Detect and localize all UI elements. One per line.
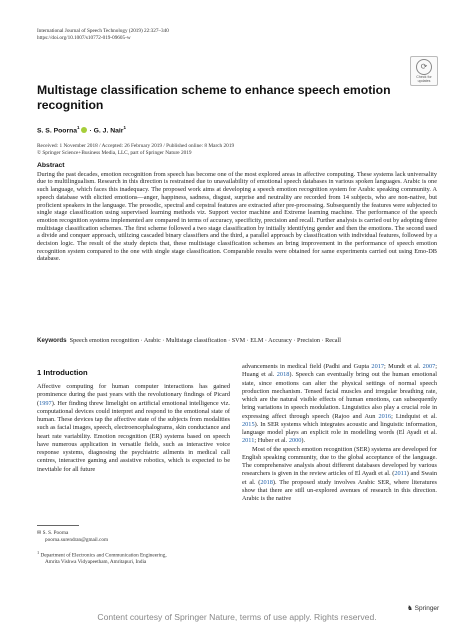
author-name[interactable]: S. S. Poorna bbox=[37, 127, 78, 135]
author-name[interactable]: G. J. Nair bbox=[93, 127, 124, 135]
body-text: advancements in medical field (Padhi and Gupta bbox=[242, 363, 372, 370]
footnote-author-name: S. S. Poorna bbox=[42, 530, 69, 536]
publisher-name: Springer bbox=[414, 605, 440, 612]
citation-link[interactable]: 2017 bbox=[371, 363, 385, 370]
affiliation-sup: 1 bbox=[37, 550, 40, 555]
author-list bbox=[37, 125, 126, 134]
footnote-divider bbox=[37, 525, 79, 526]
publisher-logo bbox=[407, 604, 439, 612]
body-text: ; Huber et al. bbox=[254, 437, 289, 445]
copyright-line: © Springer Science+Business Media, LLC, part of Springer Nature 2019 bbox=[37, 150, 192, 156]
email-icon: ✉ bbox=[37, 530, 42, 536]
author-separator: · bbox=[87, 127, 94, 135]
author-email-link[interactable]: poorna.surendran@gmail.com bbox=[45, 536, 108, 543]
publication-dates bbox=[37, 143, 234, 157]
paragraph bbox=[242, 446, 437, 504]
springer-horse-icon: ♞ bbox=[407, 604, 413, 612]
abstract-section bbox=[37, 162, 437, 263]
paragraph bbox=[242, 363, 437, 446]
body-text: Most of the speech emotion recognition (SER) systems are developed for English speaking community, due to the global acceptance of the language. The comprehensive analysis about different databases developed by various researchers is given in the review articles of El Ayadi et al. ( bbox=[242, 445, 437, 478]
citation-link[interactable]: 2011 bbox=[242, 437, 255, 445]
keywords-label: Keywords bbox=[37, 337, 67, 344]
body-text: ; Lindquist et al. bbox=[391, 412, 437, 420]
abstract-heading: Abstract bbox=[37, 162, 65, 169]
abstract-text: During the past decades, emotion recognition from speech has become one of the most explored areas in affective computing. These systems lack universality due to multilingualism. Research in this direction is restrained due to unavailability of emotional speech databases in various spoken languages. Arabic is one such language, which faces this inadequacy. The proposed work aims at developing a speech emotion recognition system for Arabic speaking community. A speech database with elicited emotions—anger, happiness, sadness, disgust, surprise and neutrality are recorded from 14 subjects, who are non-native, but proficient speakers in the language. The prosodic, spectral and cepstral features are extracted after pre-processing. Subsequently the features were subjected to single stage classification using supervised learning methods viz. Support vector machine and Extreme learning machine. The performance of the speech emotion recognition systems implemented are compared in terms of accuracy, specificity, precision and recall. Further analysis is carried out by adopting three multistage classification schemes. The first scheme followed a two stage classification by initially identifying gender and then the emotions. The second used a divide and conquer approach, utilizing cascaded binary classifiers and the third, a parallel approach by classification with individual features, followed by a decision logic. The result of the study depicts that, these multistage classification schemes an bring improvement in the performance of speech emotion recognition system compared to the one with single stage classification. Comparable results were obtained for same experiments carried out using Emo-DB database. bbox=[37, 170, 437, 263]
affiliation-footnote bbox=[37, 550, 167, 566]
check-for-updates-badge[interactable] bbox=[410, 56, 438, 86]
body-text: ; Huang et al. bbox=[242, 363, 437, 379]
corresponding-author-footnote bbox=[37, 530, 108, 543]
affiliation-line-2: Amrita Vishwa Vidyapeetham, Amritapuri, India bbox=[45, 559, 147, 566]
citation-link[interactable]: 1997 bbox=[39, 399, 52, 407]
keywords-text: Speech emotion recognition · Arabic · Multistage classification · SVM · ELM · Accuracy · Precision · Recall bbox=[69, 337, 341, 344]
body-text: ) and Swain et al. ( bbox=[242, 470, 437, 486]
body-text: ). In SER systems which integrates acoustic and linguistic information, language model plays an explicit role in modelling words (El Ayadi et al. bbox=[242, 420, 437, 436]
body-text: ). Her finding threw limelight on artificial emotional intelligence viz. computational devices could interpret and respond to the emotional state of human. These devices tap the affective state of the subjects from modalities such as facial images, speech, electroencephalograms, skin conductance and heart rate variability. Emotion recognition (ER) systems based on speech have numerous application in versatile fields, such as interactive voice response systems, diagnosing the psychiatric ailments in medical call centres, interactive gaming and assistive robotics, which is expected to be inevitable for all future bbox=[37, 399, 230, 473]
section-heading-introduction: 1 Introduction bbox=[37, 368, 88, 377]
orcid-icon[interactable] bbox=[81, 127, 87, 133]
citation-link[interactable]: 2015 bbox=[242, 420, 255, 428]
citation-link[interactable]: 2007 bbox=[422, 363, 436, 370]
keywords-section bbox=[37, 337, 437, 345]
paragraph bbox=[37, 383, 230, 474]
body-text: ). The proposed study involves Arabic SER, where literatures show that there are still un-explored avenues of research in this direction. Arabic is the native bbox=[242, 478, 437, 502]
affiliation-line-1: Department of Electronics and Communication Engineering, bbox=[40, 552, 167, 559]
journal-line: International Journal of Speech Technology (2019) 22:327–340 bbox=[37, 28, 169, 34]
author-affiliation-sup: 1 bbox=[123, 125, 126, 130]
received-dates: Received: 1 November 2018 / Accepted: 26 February 2019 / Published online: 8 March 2019 bbox=[37, 143, 235, 149]
body-text: ). bbox=[301, 437, 306, 445]
left-column bbox=[37, 383, 230, 474]
badge-label-2: updates bbox=[417, 79, 431, 83]
citation-link[interactable]: 2000 bbox=[288, 437, 302, 445]
check-updates-icon: ⟳ bbox=[416, 59, 432, 75]
right-column bbox=[242, 363, 437, 503]
doi-link[interactable]: https://doi.org/10.1007/s10772-019-09605-w bbox=[37, 35, 131, 41]
body-text: Affective computing for human computer interactions has gained prominence during the past years with the revolutionary findings of Picard ( bbox=[37, 383, 230, 407]
badge-label-1: Check for bbox=[416, 75, 432, 79]
body-text: ). Speech can eventually bring out the human emotional state, since emotions can alter the physical settings of normal speech production mechanism. Tensed facial muscles and irregular breathing rate, which are the natural visible effects of human emotions, can subsequently bring variations in speech modulation. Linguistics also play a crucial role in expressing affect through speech (Rajoo and Aun bbox=[242, 371, 437, 420]
courtesy-watermark: Content courtesy of Springer Nature, terms of use apply. Rights reserved. bbox=[97, 612, 377, 622]
citation-link[interactable]: 2016 bbox=[378, 412, 392, 420]
paper-title: Multistage classification scheme to enhance speech emotion recognition bbox=[37, 83, 391, 112]
author-affiliation-sup: 1 bbox=[77, 125, 80, 130]
citation-link[interactable]: 2011 bbox=[394, 470, 407, 478]
body-text: ; Mundt et al. bbox=[384, 363, 423, 370]
citation-link[interactable]: 2018 bbox=[276, 371, 290, 379]
citation-link[interactable]: 2018 bbox=[260, 478, 273, 486]
